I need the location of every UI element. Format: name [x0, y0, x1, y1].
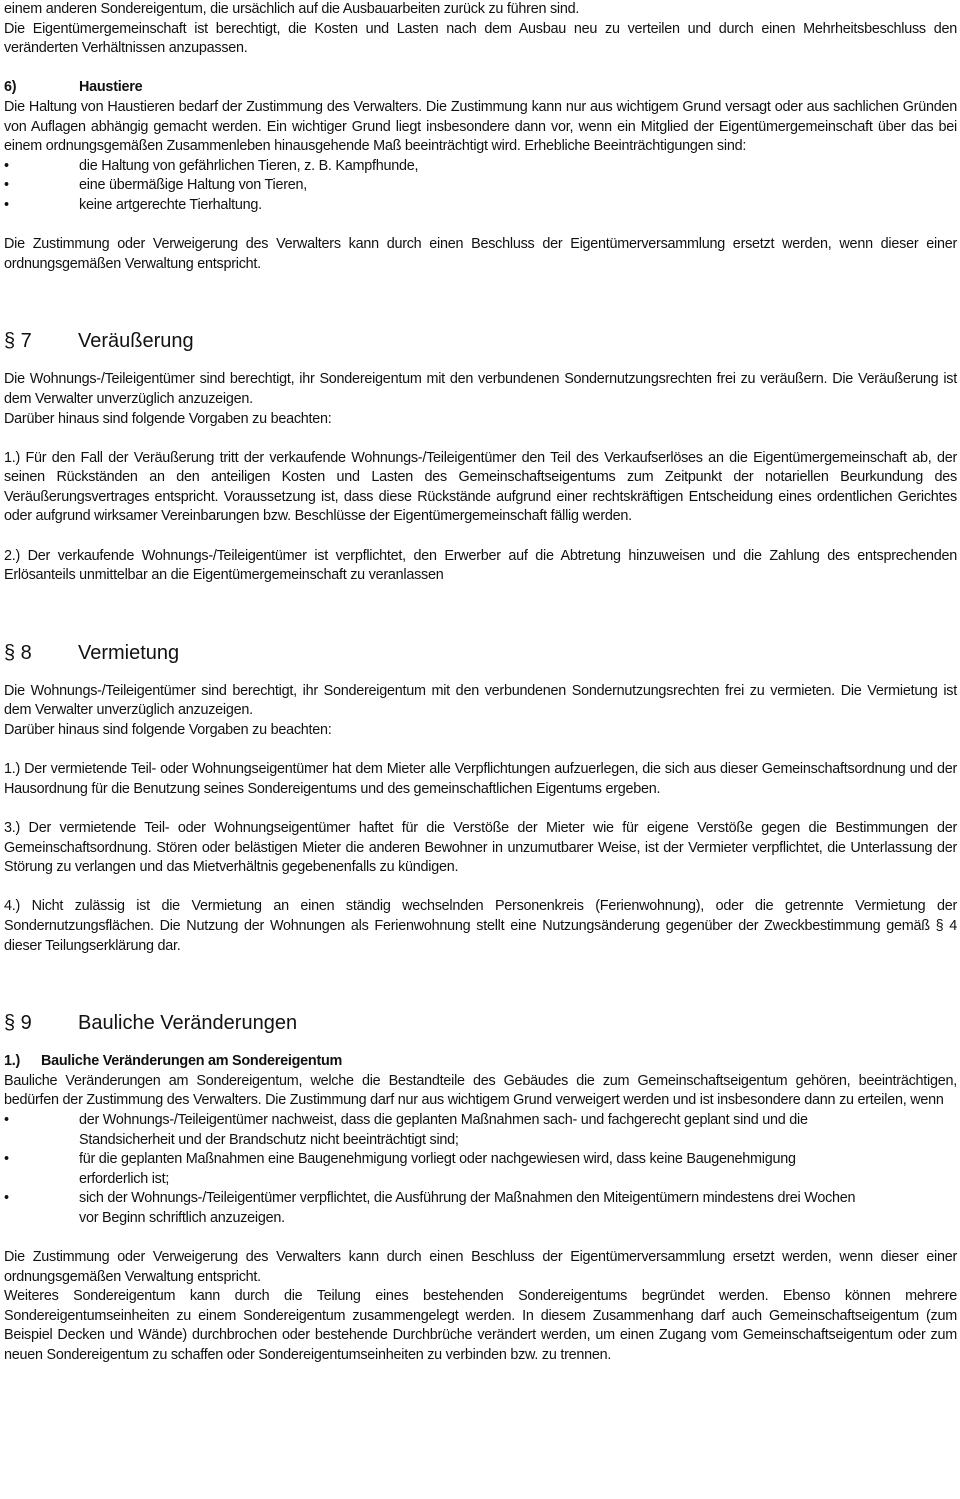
bullet-icon: •: [4, 1111, 9, 1128]
subsection-heading: [4, 78, 957, 98]
bullet-icon: •: [4, 1151, 9, 1168]
bullet-icon: •: [4, 177, 9, 194]
section-title: Bauliche Veränderungen: [78, 1012, 298, 1035]
paragraph: Die Zustimmung oder Verweigerung des Verwalters kann durch einen Beschluss der Eigentümerversammlung ersetzt werden, wenn dieser einer ordnungsgemäßen Verwaltung entspricht.: [4, 236, 957, 272]
paragraph: Die Zustimmung oder Verweigerung des Verwalters kann durch einen Beschluss der Eigentümerversammlung ersetzt werden, wenn dieser einer ordnungsgemäßen Verwaltung entspricht.: [4, 1249, 957, 1285]
subsection-number: 6): [4, 79, 17, 96]
section-heading-9: [4, 1010, 957, 1036]
list-item-text: die Haltung von gefährlichen Tieren, z. B. Kampfhunde,: [79, 157, 419, 174]
section-title: Vermietung: [78, 641, 180, 664]
list-item-text: für die geplanten Maßnahmen eine Baugenehmigung vorliegt oder nachgewiesen wird, dass keine Baugenehmigung erforderlich ist;: [79, 1151, 796, 1187]
list-item: [4, 196, 957, 216]
numbered-item: 1.) Der vermietende Teil- oder Wohnungseigentümer hat dem Mieter alle Verpflichtungen aufzuerlegen, die sich aus dieser Gemeinschaftsordnung und der Hausordnung für die Benutzung seines Sondereigentums und des gemeinschaftlichen Eigentums ergeben.: [4, 761, 957, 797]
section-title: Veräußerung: [78, 330, 194, 353]
paragraph: Die Wohnungs-/Teileigentümer sind berechtigt, ihr Sondereigentum mit den verbundenen Sondernutzungsrechten frei zu veräußern. Die Veräußerung ist dem Verwalter unverzüglich anzuzeigen.: [4, 371, 957, 407]
paragraph: Darüber hinaus sind folgende Vorgaben zu beachten:: [4, 410, 332, 427]
list-item-text: der Wohnungs-/Teileigentümer nachweist, dass die geplanten Maßnahmen sach- und fachgerecht geplant sind und die Standsicherheit und der Brandschutz nicht beeinträchtigt sind;: [79, 1111, 808, 1148]
paragraph: Die Wohnungs-/Teileigentümer sind berechtigt, ihr Sondereigentum mit den verbundenen Sondernutzungsrechten frei zu vermieten. Die Vermietung ist dem Verwalter unverzüglich anzuzeigen.: [4, 682, 957, 719]
subsection-title: Haustiere: [79, 79, 143, 96]
section-heading-7: [4, 328, 957, 354]
list-item: [4, 157, 957, 177]
subsection-number: 1.): [4, 1053, 21, 1070]
bullet-list: [4, 1111, 957, 1229]
subsection-heading: [4, 1052, 957, 1072]
section-number: § 8: [4, 641, 32, 664]
bullet-list: [4, 157, 957, 216]
paragraph: Die Eigentümergemeinschaft ist berechtigt, die Kosten und Lasten nach dem Ausbau neu zu verteilen und durch einen Mehrheitsbeschluss den veränderten Verhältnissen anzupassen.: [4, 20, 957, 57]
numbered-item: 3.) Der vermietende Teil- oder Wohnungseigentümer haftet für die Verstöße der Mieter wie für eigene Verstöße gegen die Bestimmungen der Gemeinschaftsordnung. Stören oder belästigen Mieter die anderen Bewohner in unzumutbarer Weise, ist der Vermieter verpflichtet, die Unterlassung der Störung zu verlangen und das Mietverhältnis gegebenenfalls zu kündigen.: [4, 820, 957, 876]
list-item-text: eine übermäßige Haltung von Tieren,: [79, 177, 308, 194]
paragraph: Weiteres Sondereigentum kann durch die Teilung eines bestehenden Sondereigentums begründet werden. Ebenso können mehrere Sondereigentumseinheiten zu einem Sondereigentum zusammengelegt werden. In diesem Zusammenhang darf auch Gemeinschaftseigentum (zum Beispiel Decken und Wände) durchbrochen oder bestehende Durchbrüche verändert werden, um einen Zugang vom Gemeinschaftseigentum oder zum neuen Sondereigentum zu schaffen oder Sondereigentumseinheiten zu verbinden bzw. zu trennen.: [4, 1288, 957, 1364]
list-item-text: sich der Wohnungs-/Teileigentümer verpflichtet, die Ausführung der Maßnahmen den Miteigentümern mindestens drei Wochen vor Beginn schriftlich anzuzeigen.: [79, 1190, 856, 1226]
list-item: [4, 176, 957, 196]
list-item: [4, 1150, 957, 1189]
paragraph: Darüber hinaus sind folgende Vorgaben zu beachten:: [4, 722, 332, 739]
numbered-item: 1.) Für den Fall der Veräußerung tritt der verkaufende Wohnungs-/Teileigentümer den Teil des Verkaufserlöses an die Eigentümergemeinschaft ab, der seinen Rückständen an den anteiligen Kosten und Lasten des Gemeinschaftseigentums zum Zeitpunkt der notariellen Beurkundung des Veräußerungsvertrages entspricht. Voraussetzung ist, dass diese Rückstände aufgrund einer rechtskräftigen Entscheidung eines ordentlichen Gerichtes oder aufgrund wirksamer Vereinbarungen bzw. Beschlüsse der Eigentümergemeinschaft fällig werden.: [4, 449, 957, 525]
list-item: [4, 1189, 957, 1228]
numbered-item: 2.) Der verkaufende Wohnungs-/Teileigentümer ist verpflichtet, den Erwerber auf die Abtretung hinzuweisen und die Zahlung des entsprechenden Erlösanteils unmittelbar an die Eigentümergemeinschaft zu veranlassen: [4, 547, 957, 584]
bullet-icon: •: [4, 1190, 9, 1207]
subsection-title: Bauliche Veränderungen am Sondereigentum: [41, 1053, 343, 1070]
section-number: § 9: [4, 1012, 32, 1035]
paragraph: Die Haltung von Haustieren bedarf der Zustimmung des Verwalters. Die Zustimmung kann nur aus wichtigem Grund versagt oder aus sachlichen Gründen von Auflagen abhängig gemacht werden. Ein wichtiger Grund liegt insbesondere dann vor, wenn ein Mitglied der Eigentümergemeinschaft über das bei einem ordnungsgemäßen Zusammenleben hinausgehende Maß beeinträchtigt wird. Erhebliche Beeinträchtigungen sind:: [4, 98, 957, 155]
paragraph: Bauliche Veränderungen am Sondereigentum, welche die Bestandteile des Gebäudes die zum Gemeinschaftseigentum gehören, beeinträchtigen, bedürfen der Zustimmung des Verwalters. Die Zustimmung darf nur aus wichtigem Grund verweigert werden und ist insbesondere dann zu erteilen, wenn: [4, 1072, 957, 1109]
bullet-icon: •: [4, 196, 9, 213]
paragraph: einem anderen Sondereigentum, die ursächlich auf die Ausbauarbeiten zurück zu führen sind.: [4, 1, 580, 17]
bullet-icon: •: [4, 157, 9, 174]
list-item-text: keine artgerechte Tierhaltung.: [79, 196, 262, 213]
section-number: § 7: [4, 330, 32, 353]
numbered-item: 4.) Nicht zulässig ist die Vermietung an einen ständig wechselnden Personenkreis (Ferienwohnung), oder die getrennte Vermietung der Sondernutzungsflächen. Die Nutzung der Wohnungen als Ferienwohnung stellt eine Nutzungsänderung gegenüber der Zweckbestimmung gemäß § 4 dieser Teilungserklärung dar.: [4, 898, 957, 954]
list-item: [4, 1111, 957, 1150]
section-heading-8: [4, 640, 957, 666]
